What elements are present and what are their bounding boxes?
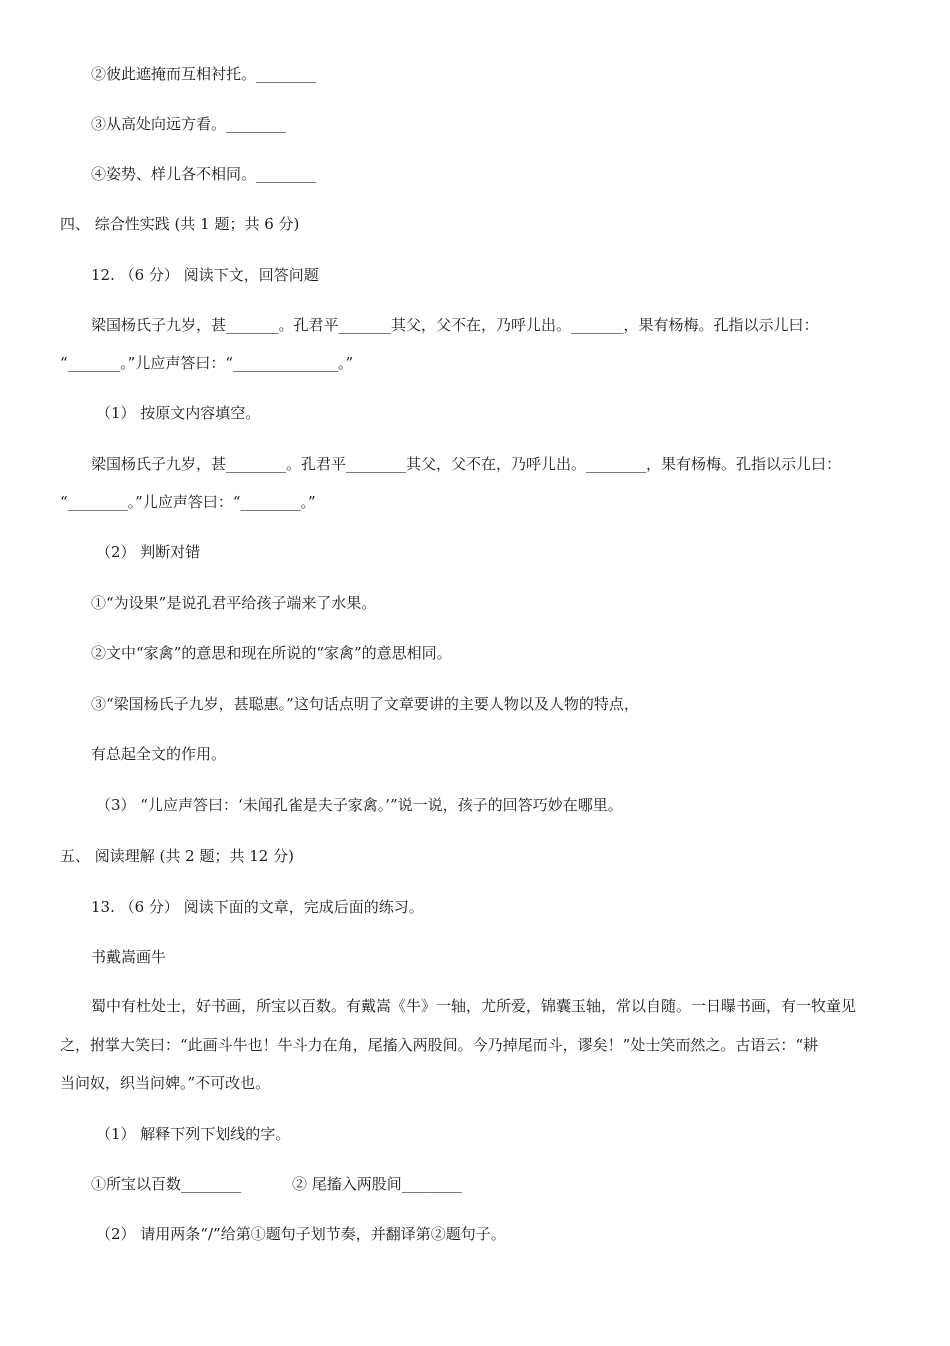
question-13: 13. （6 分） 阅读下面的文章，完成后面的练习。	[91, 898, 424, 916]
passage-13-line-3: 当问奴，织当问婢。”不可改也。	[60, 1074, 271, 1092]
section-heading-4: 四、 综合性实践 (共 1 题；共 6 分)	[60, 215, 300, 233]
question-12-3: （3） “儿应声答曰：‘未闻孔雀是夫子家禽。’”说一说，孩子的回答巧妙在哪里。	[96, 796, 623, 814]
fill-12-line-1: 梁国杨氏子九岁，甚________。孔君平________其父，父不在，乃呼儿出。________，果有杨梅。孔指以示儿曰：	[91, 455, 842, 473]
question-13-2: （2） 请用两条“/”给第①题句子划节奏，并翻译第②题句子。	[96, 1225, 506, 1243]
judge-item-3-cont: 有总起全文的作用。	[91, 745, 227, 763]
judge-item-3: ③“梁国杨氏子九岁，甚聪惠。”这句话点明了文章要讲的主要人物以及人物的特点，	[91, 695, 639, 713]
judge-item-2: ②文中“家禽”的意思和现在所说的“家禽”的意思相同。	[91, 644, 452, 662]
passage-13-line-1: 蜀中有杜处士，好书画，所宝以百数。有戴嵩《牛》一轴，尤所爱，锦囊玉轴，常以自随。一日曝书画，有一牧童见	[91, 997, 857, 1015]
judge-item-1: ①“为设果”是说孔君平给孩子端来了水果。	[91, 594, 377, 612]
question-13-1-a: ①所宝以百数________	[91, 1175, 242, 1193]
line-item-4: ④姿势、样儿各不相同。________	[91, 165, 317, 183]
question-13-1: （1） 解释下列下划线的字。	[96, 1125, 291, 1143]
passage-title: 书戴嵩画牛	[91, 948, 167, 966]
section-heading-5: 五、 阅读理解 (共 2 题；共 12 分)	[60, 847, 294, 865]
question-12: 12. （6 分） 阅读下文，回答问题	[91, 266, 319, 284]
passage-12-line-1: 梁国杨氏子九岁，甚_______。孔君平_______其父，父不在，乃呼儿出。_______，果有杨梅。孔指以示儿曰：	[91, 316, 819, 334]
line-item-2: ②彼此遮掩而互相衬托。________	[91, 65, 317, 83]
question-12-1: （1） 按原文内容填空。	[96, 404, 261, 422]
question-13-1-b: ② 尾搐入两股间________	[292, 1175, 462, 1193]
fill-12-line-2: “________。”儿应声答曰：“________。”	[60, 493, 316, 511]
line-item-3: ③从高处向远方看。________	[91, 115, 287, 133]
passage-13-line-2: 之，拊掌大笑曰：“此画斗牛也！牛斗力在角，尾搐入两股间。今乃掉尾而斗，谬矣！”处士笑而然之。古语云：“耕	[60, 1036, 819, 1054]
question-12-2: （2） 判断对错	[96, 543, 201, 561]
passage-12-line-2: “_______。”儿应声答曰：“______________。”	[60, 354, 354, 372]
